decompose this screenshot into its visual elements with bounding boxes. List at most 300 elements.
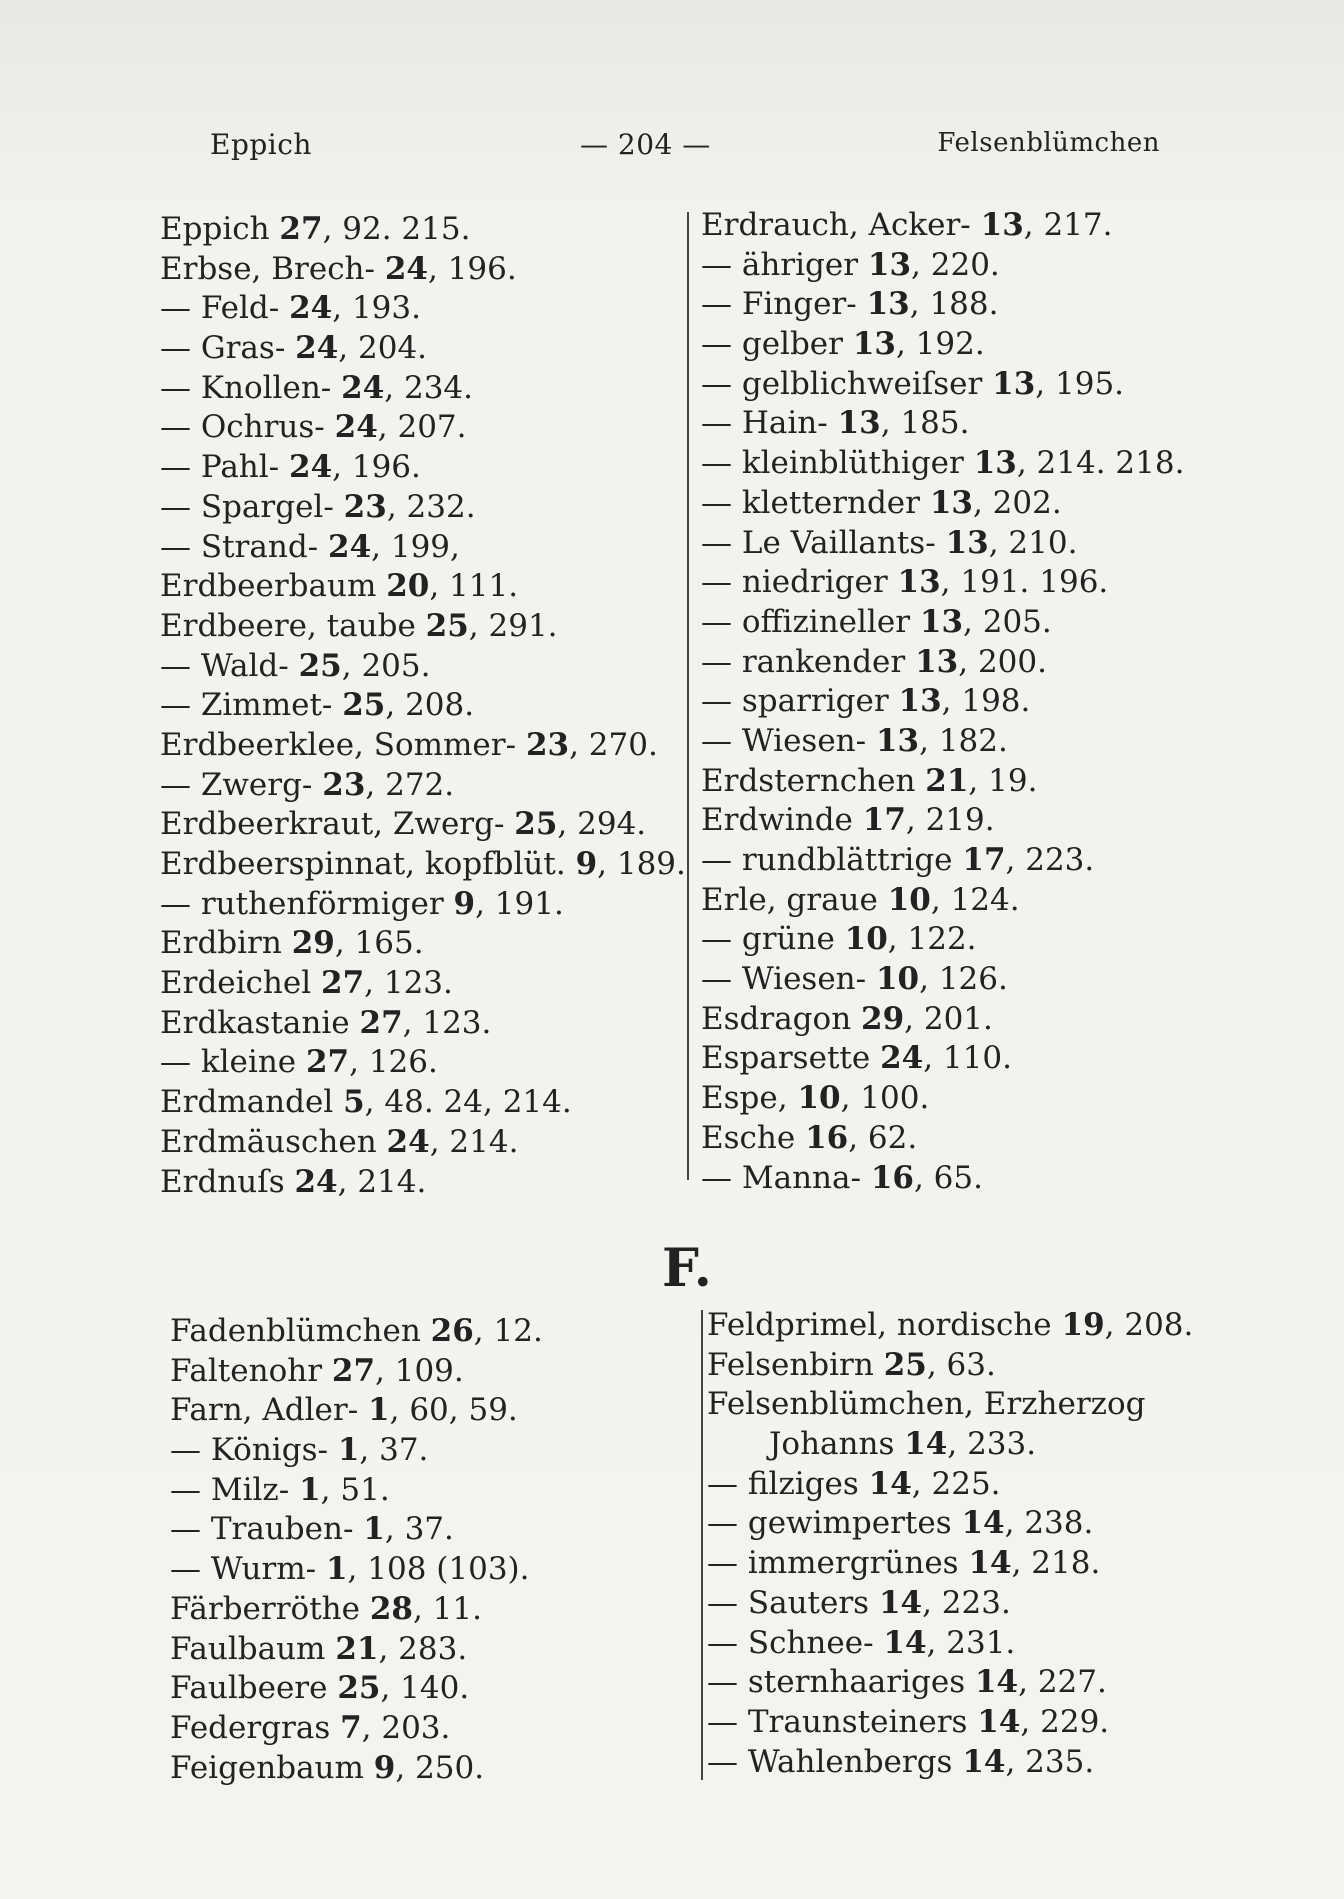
entry-table-number: 10 xyxy=(875,961,920,998)
entry-table-number: 14 xyxy=(968,1545,1012,1582)
entry-pages: , 207. xyxy=(377,409,467,446)
index-entry xyxy=(707,1425,1193,1465)
entry-table-number: 1 xyxy=(299,1471,321,1508)
entry-term: Erdeichel xyxy=(160,965,321,1002)
entry-pages: , 223. xyxy=(1005,842,1095,878)
index-entry xyxy=(707,1544,1193,1584)
entry-table-number: 17 xyxy=(962,842,1006,878)
entry-pages: , 214. 218. xyxy=(1016,445,1185,482)
index-column-top-left xyxy=(160,210,686,1202)
index-entry xyxy=(170,1471,543,1511)
entry-term: Faltenohr xyxy=(170,1352,332,1389)
entry-table-number: 10 xyxy=(887,881,931,918)
entry-term: — Knollen- xyxy=(160,369,342,406)
index-entry xyxy=(160,1163,686,1203)
entry-term: — Wald- xyxy=(160,647,299,684)
entry-term: Erdkastanie xyxy=(160,1004,360,1041)
index-entry xyxy=(160,488,686,528)
index-entry xyxy=(701,484,1184,524)
entry-table-number: 27 xyxy=(359,1004,403,1041)
entry-table-number: 19 xyxy=(1061,1307,1105,1343)
index-entry xyxy=(701,404,1184,444)
entry-pages: , 182. xyxy=(919,722,1008,759)
entry-table-number: 14 xyxy=(977,1703,1021,1740)
index-entry xyxy=(707,1624,1193,1664)
entry-table-number: 13 xyxy=(837,405,881,442)
entry-pages: , 219. xyxy=(905,802,995,839)
index-entry xyxy=(160,567,686,607)
entry-table-number: 23 xyxy=(343,488,387,525)
running-head-right: Felsenblümchen xyxy=(937,128,1160,158)
entry-pages: , 233. xyxy=(947,1426,1037,1463)
entry-term: — filziges xyxy=(707,1465,869,1502)
entry-term: — Wiesen- xyxy=(701,722,876,759)
entry-term: — Wurm- xyxy=(170,1551,326,1588)
entry-table-number: 14 xyxy=(868,1465,912,1502)
entry-table-number: 13 xyxy=(973,445,1017,482)
entry-pages: , 208. xyxy=(1104,1307,1194,1343)
entry-table-number: 13 xyxy=(980,207,1024,243)
entry-table-number: 27 xyxy=(321,965,365,1002)
entry-pages: , 238. xyxy=(1004,1505,1094,1542)
entry-table-number: 13 xyxy=(852,326,896,363)
entry-pages: , 63. xyxy=(926,1346,996,1383)
entry-pages: , 205. xyxy=(341,647,431,684)
entry-pages: , 270. xyxy=(569,726,658,763)
entry-table-number: 24 xyxy=(384,250,428,287)
entry-pages: , 231. xyxy=(926,1624,1016,1661)
index-entry xyxy=(701,1079,1184,1119)
entry-pages: , 110. xyxy=(923,1040,1012,1077)
index-entry xyxy=(160,647,686,687)
index-entry xyxy=(170,1391,543,1431)
index-entry xyxy=(707,1743,1193,1783)
entry-table-number: 13 xyxy=(875,722,920,759)
running-head xyxy=(210,128,1160,168)
entry-term: — Wiesen- xyxy=(701,961,876,998)
entry-table-number: 9 xyxy=(373,1749,396,1786)
entry-pages: , 19. xyxy=(968,762,1038,799)
entry-term: — grüne xyxy=(701,921,845,958)
entry-term: Faulbaum xyxy=(170,1630,336,1667)
index-entry xyxy=(160,766,686,806)
entry-pages: , 250. xyxy=(395,1749,485,1786)
entry-term: — Ochrus- xyxy=(160,409,335,446)
entry-term: Erdsternchen xyxy=(701,762,926,799)
entry-pages: , 229. xyxy=(1020,1703,1110,1740)
index-entry xyxy=(160,329,686,369)
index-entry xyxy=(707,1306,1193,1346)
index-entry xyxy=(707,1663,1193,1703)
entry-term: Faulbeere xyxy=(170,1670,338,1707)
entry-term: Feldprimel, nordische xyxy=(707,1307,1062,1343)
entry-pages: , 189. xyxy=(597,846,686,882)
entry-term: — Feld- xyxy=(160,290,290,327)
entry-term: — ruthenförmiger xyxy=(160,885,454,922)
index-entry xyxy=(160,448,686,488)
entry-term: — Strand- xyxy=(160,528,328,565)
index-entry xyxy=(160,210,686,250)
entry-pages: , 108 (103). xyxy=(347,1551,530,1588)
entry-term: — rankender xyxy=(701,643,916,680)
entry-pages: , 48. 24, 214. xyxy=(364,1084,572,1121)
index-entry xyxy=(701,841,1184,881)
index-entry xyxy=(160,1004,686,1044)
entry-table-number: 13 xyxy=(992,365,1036,402)
index-entry xyxy=(160,726,686,766)
index-entry xyxy=(160,289,686,329)
entry-term: — Finger- xyxy=(701,286,867,323)
index-entry xyxy=(701,881,1184,921)
entry-term: Erdbeerklee, Sommer- xyxy=(160,726,526,763)
entry-pages: , 198. xyxy=(941,683,1031,720)
index-entry xyxy=(160,924,686,964)
entry-term: — gewimpertes xyxy=(707,1505,962,1542)
entry-table-number: 29 xyxy=(861,1000,905,1037)
index-entry xyxy=(170,1590,543,1630)
entry-pages: , 199, xyxy=(371,528,460,565)
entry-table-number: 25 xyxy=(425,607,469,644)
entry-pages: , 205. xyxy=(963,603,1052,640)
index-entry xyxy=(701,325,1184,365)
entry-pages: , 122. xyxy=(887,921,977,958)
entry-pages: , 191. xyxy=(475,885,564,922)
entry-pages: , 225. xyxy=(911,1465,1001,1502)
entry-pages: , 210. xyxy=(988,524,1078,561)
entry-pages: , 196. xyxy=(332,449,421,486)
entry-table-number: 17 xyxy=(862,802,906,839)
entry-table-number: 24 xyxy=(289,290,333,327)
entry-term: — Zwerg- xyxy=(160,766,323,803)
entry-table-number: 24 xyxy=(386,1123,430,1160)
entry-term: — Zimmet- xyxy=(160,687,343,724)
index-entry xyxy=(707,1504,1193,1544)
entry-table-number: 24 xyxy=(289,449,333,486)
entry-table-number: 9 xyxy=(575,846,598,882)
entry-term: — sternhaariges xyxy=(707,1664,975,1701)
index-entry xyxy=(701,206,1184,246)
entry-term: — offizineller xyxy=(701,603,920,640)
index-entry xyxy=(707,1703,1193,1743)
entry-table-number: 1 xyxy=(337,1432,360,1469)
entry-pages: , 165. xyxy=(334,925,424,962)
index-entry xyxy=(160,528,686,568)
entry-table-number: 16 xyxy=(870,1159,914,1196)
entry-table-number: 14 xyxy=(878,1584,923,1621)
running-head-left: Eppich xyxy=(210,128,312,161)
entry-term: — Hain- xyxy=(701,405,838,442)
entry-table-number: 1 xyxy=(368,1392,390,1429)
entry-term: — Manna- xyxy=(701,1159,871,1196)
entry-table-number: 10 xyxy=(797,1080,841,1117)
entry-pages: , 291. xyxy=(468,607,558,644)
index-entry xyxy=(701,960,1184,1000)
section-letter: F. xyxy=(662,1238,712,1299)
entry-term: Johanns xyxy=(769,1426,905,1463)
entry-term: Erdbeerspinnat, kopfblüt. xyxy=(160,846,576,882)
entry-table-number: 21 xyxy=(335,1630,379,1667)
entry-term: Erdbeerkraut, Zwerg- xyxy=(160,806,515,843)
entry-pages: , 214. xyxy=(429,1123,519,1160)
entry-term: Fadenblümchen xyxy=(170,1313,431,1349)
entry-pages: , 191. 196. xyxy=(940,564,1109,601)
entry-term: Esparsette xyxy=(701,1040,881,1077)
index-entry xyxy=(160,408,686,448)
entry-term: Felsenblümchen, Erzherzog xyxy=(707,1386,1146,1423)
entry-pages: , 51. xyxy=(320,1471,390,1508)
entry-pages: , 100. xyxy=(840,1080,930,1117)
index-entry xyxy=(160,369,686,409)
index-entry xyxy=(170,1510,543,1550)
entry-term: — rundblättrige xyxy=(701,842,963,878)
entry-table-number: 26 xyxy=(430,1313,474,1349)
index-entry xyxy=(707,1584,1193,1624)
entry-pages: , 124. xyxy=(930,881,1020,918)
entry-pages: , 11. xyxy=(412,1590,482,1627)
entry-term: — Le Vaillants- xyxy=(701,524,946,561)
entry-pages: , 109. xyxy=(375,1352,464,1389)
index-entry xyxy=(701,722,1184,762)
entry-term: — Spargel- xyxy=(160,488,344,525)
entry-term: Federgras xyxy=(170,1709,341,1746)
entry-term: Färberröthe xyxy=(170,1590,370,1627)
entry-term: — Pahl- xyxy=(160,449,290,486)
entry-term: Felsenbirn xyxy=(707,1346,884,1383)
entry-table-number: 25 xyxy=(883,1346,927,1383)
entry-pages: , 200. xyxy=(958,643,1047,680)
entry-table-number: 13 xyxy=(867,246,912,283)
entry-pages: , 193. xyxy=(332,290,421,327)
index-entry xyxy=(160,1123,686,1163)
entry-pages: , 218. xyxy=(1011,1545,1101,1582)
entry-table-number: 27 xyxy=(279,211,323,247)
entry-term: Esdragon xyxy=(701,1000,862,1037)
entry-pages: , 202. xyxy=(972,484,1062,521)
index-entry xyxy=(160,964,686,1004)
entry-table-number: 13 xyxy=(897,564,941,601)
entry-table-number: 7 xyxy=(340,1709,362,1746)
entry-term: — Schnee- xyxy=(707,1624,884,1661)
entry-table-number: 29 xyxy=(291,925,335,962)
entry-pages: , 227. xyxy=(1018,1664,1107,1701)
entry-pages: , 214. xyxy=(337,1163,427,1200)
index-column-bottom-right xyxy=(707,1306,1193,1782)
entry-pages: , 201. xyxy=(904,1000,993,1037)
entry-table-number: 14 xyxy=(962,1743,1006,1780)
entry-pages: , 195. xyxy=(1035,365,1125,402)
entry-term: — niedriger xyxy=(701,564,898,601)
entry-table-number: 13 xyxy=(929,484,973,521)
index-entry xyxy=(160,805,686,845)
index-entry xyxy=(160,885,686,925)
index-entry xyxy=(170,1709,543,1749)
index-entry xyxy=(170,1352,543,1392)
entry-term: Erle, graue xyxy=(701,881,888,918)
entry-term: — immergrünes xyxy=(707,1545,969,1582)
entry-pages: , 272. xyxy=(365,766,455,803)
entry-term: — kleine xyxy=(160,1044,306,1081)
index-entry xyxy=(160,845,686,885)
entry-table-number: 13 xyxy=(898,683,942,720)
entry-table-number: 1 xyxy=(325,1551,348,1588)
entry-table-number: 24 xyxy=(341,369,385,406)
entry-pages: , 283. xyxy=(378,1630,468,1667)
index-entry xyxy=(170,1431,543,1471)
entry-pages: , 203. xyxy=(361,1709,451,1746)
entry-table-number: 23 xyxy=(322,766,366,803)
entry-pages: , 62. xyxy=(848,1119,918,1156)
entry-table-number: 13 xyxy=(915,643,959,680)
entry-term: — Traunsteiners xyxy=(707,1703,978,1740)
entry-table-number: 14 xyxy=(904,1426,948,1463)
entry-table-number: 25 xyxy=(514,806,558,843)
entry-term: Erbse, Brech- xyxy=(160,250,385,287)
entry-pages: , 204. xyxy=(338,330,428,367)
entry-term: Erdwinde xyxy=(701,802,863,839)
index-entry xyxy=(701,1000,1184,1040)
index-entry xyxy=(701,762,1184,802)
index-entry xyxy=(160,607,686,647)
entry-term: Feigenbaum xyxy=(170,1749,374,1786)
entry-pages: , 235. xyxy=(1005,1743,1095,1780)
entry-term: Espe, xyxy=(701,1080,798,1117)
entry-term: Erdrauch, Acker- xyxy=(701,207,981,243)
entry-table-number: 13 xyxy=(919,603,964,640)
entry-term: Farn, Adler- xyxy=(170,1392,369,1429)
entry-table-number: 24 xyxy=(334,409,378,446)
entry-table-number: 27 xyxy=(305,1044,350,1081)
index-entry xyxy=(707,1465,1193,1505)
entry-term: — Königs- xyxy=(170,1432,338,1469)
entry-table-number: 21 xyxy=(925,762,969,799)
entry-table-number: 1 xyxy=(363,1511,385,1548)
entry-pages: , 234. xyxy=(384,369,473,406)
column-rule-top xyxy=(687,212,689,1180)
entry-pages: , 232. xyxy=(386,488,476,525)
index-entry xyxy=(701,285,1184,325)
entry-pages: , 217. xyxy=(1023,207,1113,243)
entry-pages: , 188. xyxy=(909,286,999,323)
index-entry xyxy=(701,603,1184,643)
entry-term: — ähriger xyxy=(701,246,868,283)
index-entry xyxy=(160,250,686,290)
entry-term: — kleinblüthiger xyxy=(701,445,974,482)
entry-term: — kletternder xyxy=(701,484,930,521)
entry-pages: , 12. xyxy=(473,1313,543,1349)
entry-table-number: 25 xyxy=(337,1670,381,1707)
entry-term: Erdbirn xyxy=(160,925,292,962)
index-entry xyxy=(701,1159,1184,1199)
index-column-top-right xyxy=(701,206,1184,1198)
entry-table-number: 28 xyxy=(369,1590,413,1627)
entry-pages: , 185. xyxy=(880,405,970,442)
entry-table-number: 9 xyxy=(453,885,476,922)
entry-table-number: 13 xyxy=(945,524,989,561)
entry-pages: , 92. 215. xyxy=(322,211,471,247)
entry-term: — Gras- xyxy=(160,330,296,367)
index-entry xyxy=(701,444,1184,484)
entry-term: — sparriger xyxy=(701,683,899,720)
entry-pages: , 140. xyxy=(380,1670,470,1707)
entry-pages: , 208. xyxy=(385,687,475,724)
index-entry xyxy=(160,1083,686,1123)
entry-table-number: 14 xyxy=(961,1505,1005,1542)
index-entry xyxy=(701,643,1184,683)
entry-pages: , 223. xyxy=(922,1584,1011,1621)
entry-term: Erdmäuschen xyxy=(160,1123,387,1160)
entry-pages: , 111. xyxy=(429,568,519,605)
index-entry xyxy=(701,524,1184,564)
entry-pages: , 192. xyxy=(895,326,985,363)
entry-table-number: 25 xyxy=(298,647,342,684)
index-entry xyxy=(701,920,1184,960)
entry-pages: , 123. xyxy=(402,1004,492,1041)
entry-table-number: 24 xyxy=(328,528,372,565)
entry-term: Eppich xyxy=(160,211,280,247)
entry-table-number: 5 xyxy=(343,1084,365,1121)
entry-table-number: 20 xyxy=(386,568,430,605)
entry-pages: , 65. xyxy=(913,1159,983,1196)
entry-table-number: 25 xyxy=(342,687,386,724)
index-entry xyxy=(170,1550,543,1590)
index-entry xyxy=(701,563,1184,603)
index-entry xyxy=(701,682,1184,722)
entry-pages: , 123. xyxy=(364,965,453,1002)
index-entry xyxy=(701,801,1184,841)
entry-term: — Sauters xyxy=(707,1584,879,1621)
index-entry xyxy=(701,246,1184,286)
index-column-bottom-left xyxy=(170,1312,543,1788)
entry-pages: , 126. xyxy=(919,961,1008,998)
entry-pages: , 37. xyxy=(359,1432,429,1469)
entry-table-number: 14 xyxy=(974,1664,1019,1701)
entry-pages: , 60, 59. xyxy=(389,1392,518,1429)
entry-table-number: 14 xyxy=(883,1624,927,1661)
index-entry xyxy=(707,1385,1193,1425)
entry-pages: , 126. xyxy=(349,1044,438,1081)
entry-pages: , 196. xyxy=(428,250,517,287)
index-entry xyxy=(160,686,686,726)
entry-term: — Milz- xyxy=(170,1471,300,1508)
entry-table-number: 27 xyxy=(331,1352,376,1389)
entry-table-number: 24 xyxy=(880,1040,924,1077)
index-entry xyxy=(701,365,1184,405)
entry-term: Erdbeerbaum xyxy=(160,568,387,605)
entry-term: Erdmandel xyxy=(160,1084,344,1121)
index-entry xyxy=(707,1346,1193,1386)
column-rule-bottom xyxy=(701,1310,703,1780)
entry-term: — Wahlenbergs xyxy=(707,1743,963,1780)
entry-table-number: 16 xyxy=(805,1119,849,1156)
entry-pages: , 294. xyxy=(557,806,647,843)
index-entry xyxy=(170,1312,543,1352)
entry-term: Esche xyxy=(701,1119,806,1156)
entry-term: — gelber xyxy=(701,326,853,363)
entry-term: — gelblichweiſser xyxy=(701,365,993,402)
entry-table-number: 24 xyxy=(295,330,339,367)
entry-table-number: 24 xyxy=(294,1163,338,1200)
index-entry xyxy=(170,1749,543,1789)
index-entry xyxy=(160,1043,686,1083)
page-number: — 204 — xyxy=(580,128,711,161)
index-entry xyxy=(170,1630,543,1670)
entry-pages: , 37. xyxy=(384,1511,454,1548)
entry-table-number: 13 xyxy=(866,286,910,323)
entry-pages: , 220. xyxy=(911,246,1000,283)
entry-term: Erdnuſs xyxy=(160,1163,295,1200)
index-entry xyxy=(701,1119,1184,1159)
entry-term: Erdbeere, taube xyxy=(160,607,426,644)
